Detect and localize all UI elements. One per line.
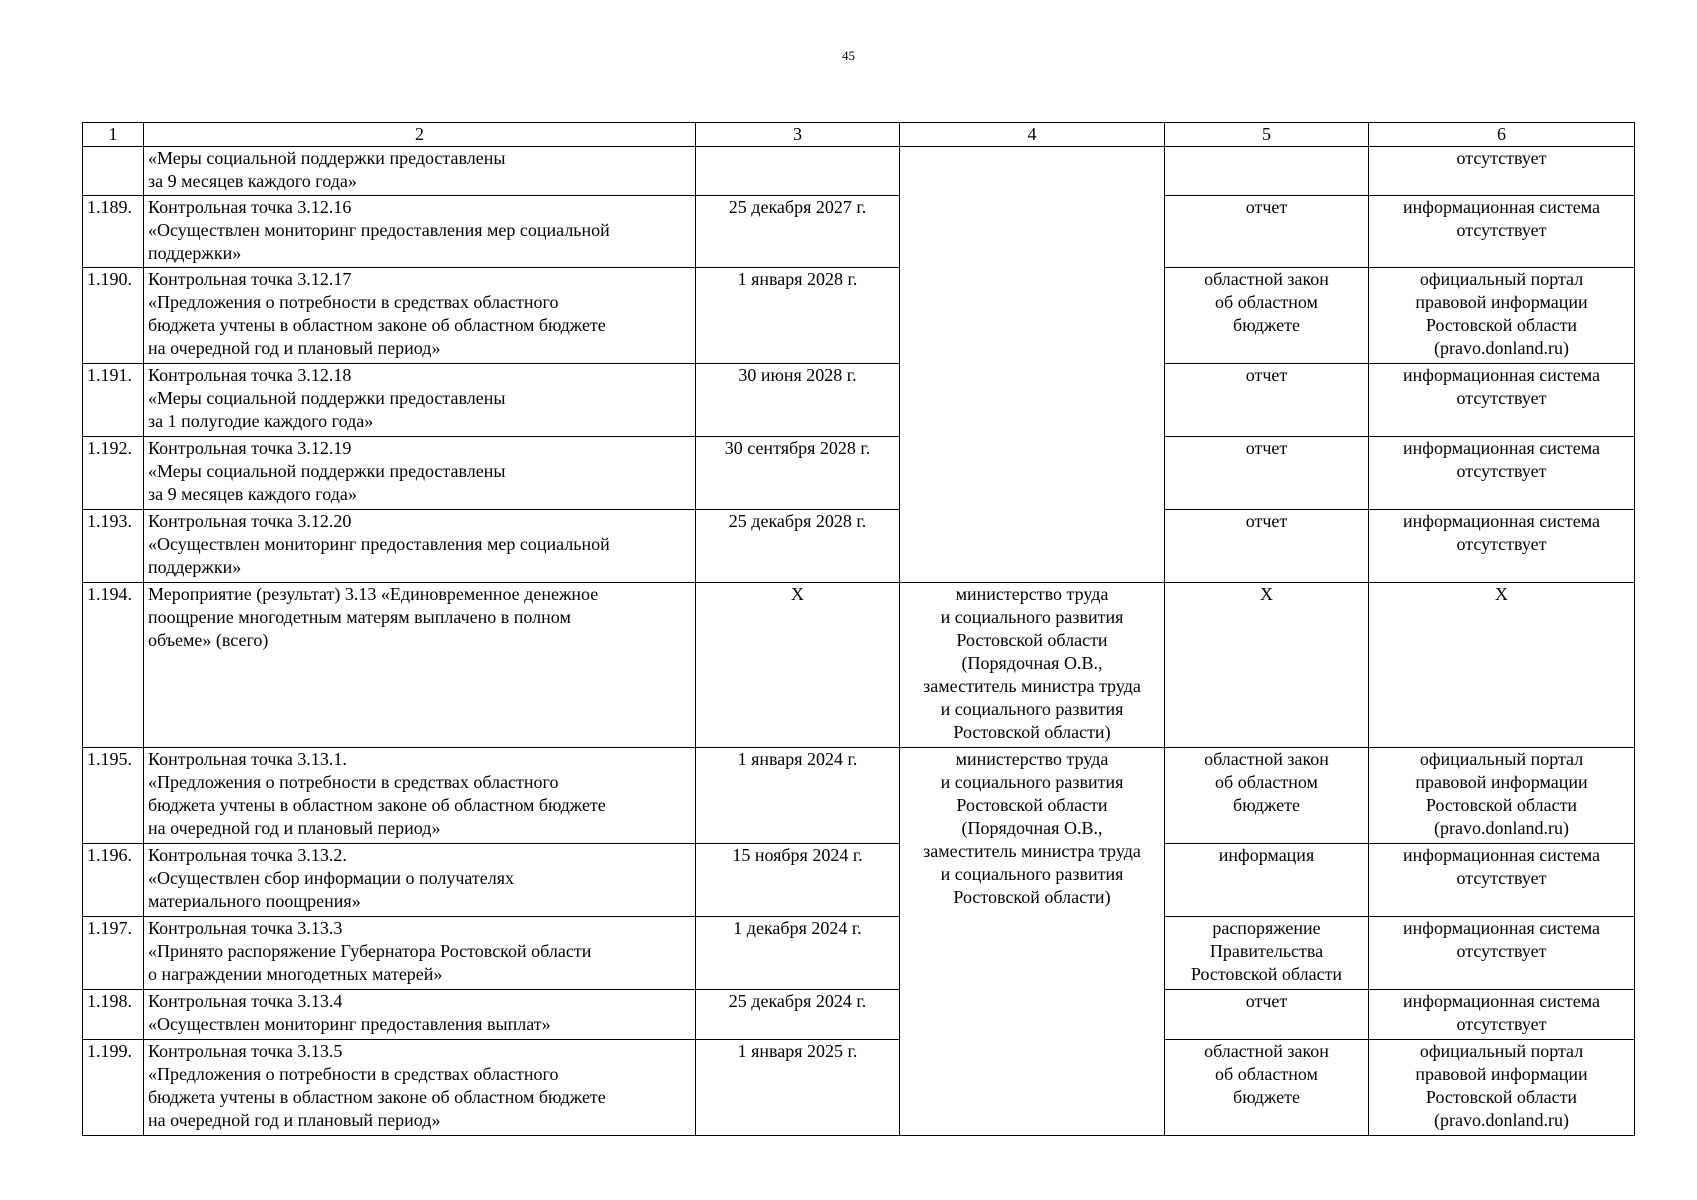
row-number: 1.197. bbox=[83, 917, 144, 990]
row-date: 15 ноября 2024 г. bbox=[696, 844, 900, 917]
table-row bbox=[83, 583, 1635, 748]
row-document bbox=[1165, 147, 1369, 196]
row-date: 30 сентября 2028 г. bbox=[696, 437, 900, 510]
row-document: отчет bbox=[1165, 990, 1369, 1040]
row-date bbox=[696, 147, 900, 196]
responsible-cell-merged: министерство труда и социального развития Ростовской области (Порядочная О.В., заместитель министра труда и социального развития Ростовской области) bbox=[900, 748, 1165, 1136]
row-system: Х bbox=[1369, 583, 1635, 748]
row-system: информационная система отсутствует bbox=[1369, 917, 1635, 990]
row-document: отчет bbox=[1165, 510, 1369, 583]
row-system: официальный портал правовой информации Ростовской области (pravo.donland.ru) bbox=[1369, 748, 1635, 844]
table-row bbox=[83, 990, 1635, 1040]
table-row bbox=[83, 844, 1635, 917]
row-number bbox=[83, 147, 144, 196]
table-row bbox=[83, 917, 1635, 990]
column-header: 2 bbox=[144, 123, 696, 147]
row-date: 1 декабря 2024 г. bbox=[696, 917, 900, 990]
table-row bbox=[83, 510, 1635, 583]
row-responsible: министерство труда и социального развития Ростовской области (Порядочная О.В., заместитель министра труда и социального развития Ростовской области) bbox=[900, 583, 1165, 748]
table-row bbox=[83, 748, 1635, 844]
column-header: 3 bbox=[696, 123, 900, 147]
row-system: информационная система отсутствует bbox=[1369, 437, 1635, 510]
row-date: Х bbox=[696, 583, 900, 748]
row-date: 1 января 2025 г. bbox=[696, 1040, 900, 1136]
row-description: Контрольная точка 3.13.5 «Предложения о потребности в средствах областного бюджета учтены в областном законе об областном бюджете на очередной год и плановый период» bbox=[144, 1040, 696, 1136]
row-description: «Меры социальной поддержки предоставлены за 9 месяцев каждого года» bbox=[144, 147, 696, 196]
table-header-row bbox=[83, 123, 1635, 147]
row-description: Контрольная точка 3.12.19 «Меры социальной поддержки предоставлены за 9 месяцев каждого года» bbox=[144, 437, 696, 510]
row-number: 1.189. bbox=[83, 196, 144, 268]
row-document: отчет bbox=[1165, 196, 1369, 268]
table-row bbox=[83, 268, 1635, 364]
row-document: отчет bbox=[1165, 364, 1369, 437]
row-description: Контрольная точка 3.13.1. «Предложения о потребности в средствах областного бюджета учтены в областном законе об областном бюджете на очередной год и плановый период» bbox=[144, 748, 696, 844]
row-number: 1.190. bbox=[83, 268, 144, 364]
row-document: областной закон об областном бюджете bbox=[1165, 268, 1369, 364]
row-description: Контрольная точка 3.12.17 «Предложения о потребности в средствах областного бюджета учтены в областном законе об областном бюджете на очередной год и плановый период» bbox=[144, 268, 696, 364]
row-date: 25 декабря 2027 г. bbox=[696, 196, 900, 268]
table-row bbox=[83, 196, 1635, 268]
column-header: 5 bbox=[1165, 123, 1369, 147]
row-number: 1.191. bbox=[83, 364, 144, 437]
row-document: Х bbox=[1165, 583, 1369, 748]
row-system: информационная система отсутствует bbox=[1369, 990, 1635, 1040]
row-system: информационная система отсутствует bbox=[1369, 844, 1635, 917]
row-description: Контрольная точка 3.13.2. «Осуществлен сбор информации о получателях материального поощрения» bbox=[144, 844, 696, 917]
table-row bbox=[83, 147, 1635, 196]
row-description: Контрольная точка 3.12.16 «Осуществлен мониторинг предоставления мер социальной поддержки» bbox=[144, 196, 696, 268]
row-date: 1 января 2028 г. bbox=[696, 268, 900, 364]
row-number: 1.193. bbox=[83, 510, 144, 583]
row-date: 30 июня 2028 г. bbox=[696, 364, 900, 437]
row-description: Контрольная точка 3.13.3 «Принято распоряжение Губернатора Ростовской области о награждении многодетных матерей» bbox=[144, 917, 696, 990]
row-system: официальный портал правовой информации Ростовской области (pravo.donland.ru) bbox=[1369, 268, 1635, 364]
row-document: отчет bbox=[1165, 437, 1369, 510]
table-row bbox=[83, 1040, 1635, 1136]
row-system: информационная система отсутствует bbox=[1369, 196, 1635, 268]
column-header: 4 bbox=[900, 123, 1165, 147]
column-header: 1 bbox=[83, 123, 144, 147]
row-description: Мероприятие (результат) 3.13 «Единовременное денежное поощрение многодетным матерям выплачено в полном объеме» (всего) bbox=[144, 583, 696, 748]
row-document: информация bbox=[1165, 844, 1369, 917]
responsible-cell-empty bbox=[900, 147, 1165, 583]
row-number: 1.198. bbox=[83, 990, 144, 1040]
row-document: распоряжение Правительства Ростовской области bbox=[1165, 917, 1369, 990]
row-document: областной закон об областном бюджете bbox=[1165, 748, 1369, 844]
row-document: областной закон об областном бюджете bbox=[1165, 1040, 1369, 1136]
row-number: 1.199. bbox=[83, 1040, 144, 1136]
table-row bbox=[83, 437, 1635, 510]
row-description: Контрольная точка 3.12.18 «Меры социальной поддержки предоставлены за 1 полугодие каждого года» bbox=[144, 364, 696, 437]
table-row bbox=[83, 364, 1635, 437]
page-number: 45 bbox=[842, 48, 855, 63]
row-system: информационная система отсутствует bbox=[1369, 510, 1635, 583]
row-description: Контрольная точка 3.13.4 «Осуществлен мониторинг предоставления выплат» bbox=[144, 990, 696, 1040]
row-date: 25 декабря 2028 г. bbox=[696, 510, 900, 583]
row-system: официальный портал правовой информации Ростовской области (pravo.donland.ru) bbox=[1369, 1040, 1635, 1136]
row-number: 1.196. bbox=[83, 844, 144, 917]
row-number: 1.192. bbox=[83, 437, 144, 510]
column-header: 6 bbox=[1369, 123, 1635, 147]
row-number: 1.194. bbox=[83, 583, 144, 748]
row-number: 1.195. bbox=[83, 748, 144, 844]
control-points-table bbox=[82, 122, 1635, 1136]
row-description: Контрольная точка 3.12.20 «Осуществлен мониторинг предоставления мер социальной поддержки» bbox=[144, 510, 696, 583]
row-date: 25 декабря 2024 г. bbox=[696, 990, 900, 1040]
row-system: отсутствует bbox=[1369, 147, 1635, 196]
row-system: информационная система отсутствует bbox=[1369, 364, 1635, 437]
row-date: 1 января 2024 г. bbox=[696, 748, 900, 844]
